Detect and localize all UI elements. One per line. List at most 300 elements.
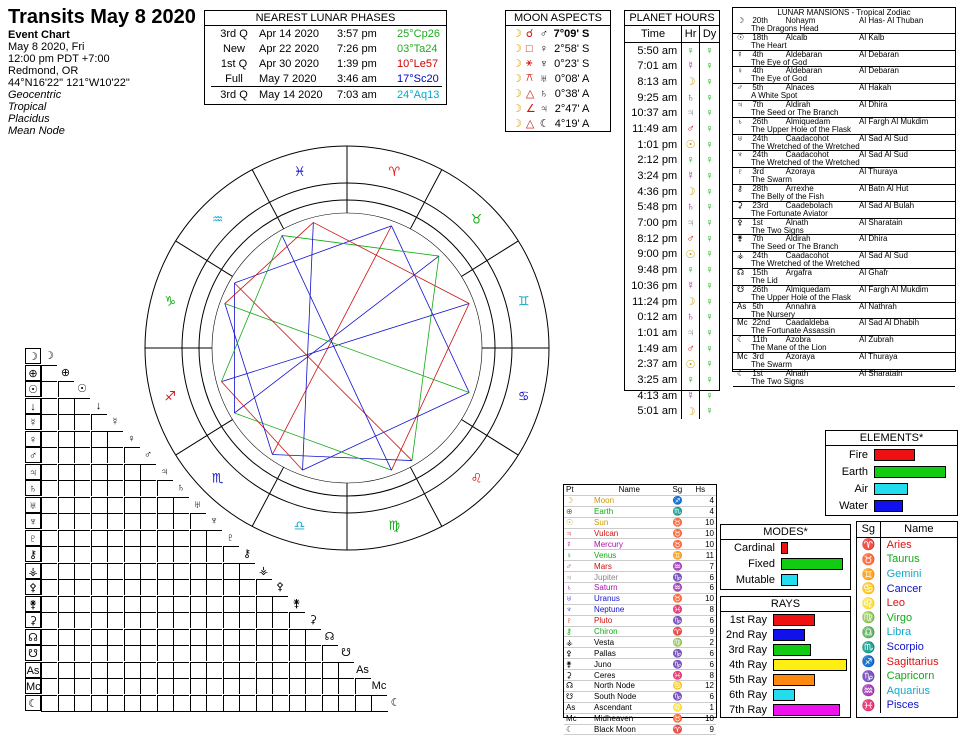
sign-glyph: ♈ <box>857 537 880 552</box>
sign-name: Libra <box>886 626 912 639</box>
aspect-grid-cell <box>41 695 57 711</box>
mansion-degree: 7th <box>752 99 764 109</box>
day-ruler-glyph: ♀ <box>700 121 719 137</box>
aspect-line <box>225 304 469 393</box>
aspect-grid-cell <box>206 629 222 645</box>
grid-diagonal-glyph: Mc <box>371 680 387 692</box>
grid-row-glyph: ♄ <box>25 480 41 496</box>
aspect-grid-cell <box>74 612 90 628</box>
aspect-grid-cell <box>206 563 222 579</box>
aspect-grid-cell <box>256 612 272 628</box>
planet-hour-row <box>625 105 719 121</box>
legend-point-glyph: ⊕ <box>564 506 588 517</box>
sign-row <box>857 581 957 596</box>
mansion-degree: 18th <box>752 32 768 42</box>
legend-house: 6 <box>693 691 716 702</box>
mansion-name: Aldebaran <box>785 49 823 59</box>
grid-row-glyph: ↓ <box>25 398 41 414</box>
mansion-name: Almiquedam <box>785 116 831 126</box>
house-cusp-line <box>252 467 283 526</box>
mansion-description: The Lid <box>751 275 778 285</box>
planet-legend-row <box>564 550 716 561</box>
planet-legend-row <box>564 659 716 670</box>
day-ruler-glyph: ♀ <box>700 105 719 121</box>
hour-ruler-glyph: ☉ <box>682 247 700 263</box>
aspect-grid-cell <box>124 662 140 678</box>
aspect-grid-cell <box>157 612 173 628</box>
aspect-grid-cell <box>289 662 305 678</box>
hour-time: 5:50 am <box>637 44 678 57</box>
aspect-grid-cell <box>58 695 74 711</box>
mansion-row <box>733 370 955 387</box>
planet-hour-row <box>625 137 719 153</box>
aspect-line <box>303 222 314 470</box>
sign-glyph: ♊ <box>857 567 880 582</box>
sign-glyph: ♏ <box>857 640 880 655</box>
aspect-grid-cell <box>305 662 321 678</box>
aspect-grid-cell <box>124 695 140 711</box>
sign-row <box>857 596 957 611</box>
aspect-grid-cell <box>91 480 107 496</box>
legend-house: 10 <box>693 713 716 724</box>
aspect-grid-cell <box>58 497 74 513</box>
aspect-grid-cell <box>124 513 140 529</box>
mansion-description: The Eye of God <box>751 74 808 84</box>
aspect-grid-cell <box>107 629 123 645</box>
mansion-arabic-name: Al Sad Al Sud <box>858 133 908 143</box>
aspect-grid-cell <box>58 414 74 430</box>
mansion-description: The Mane of the Lion <box>751 343 827 353</box>
aspect-grid-cell <box>322 678 338 694</box>
legend-sign-glyph: ♉ <box>670 528 693 539</box>
mansion-row <box>733 319 955 336</box>
aspect-grid-cell <box>124 546 140 562</box>
aspect-grid-cell <box>239 645 255 661</box>
sign-name: Aquarius <box>886 684 931 697</box>
aspect-grid-cell <box>58 398 74 414</box>
hour-time: 9:00 pm <box>637 248 678 261</box>
aspect-moon-glyph: ☽ <box>512 73 522 85</box>
aspect-grid-cell <box>173 563 189 579</box>
mansion-row <box>733 168 955 185</box>
mansion-point-glyph: ☾ <box>737 368 745 378</box>
legend-sign-glyph: ♓ <box>670 670 693 681</box>
hours-col-hr: Hr <box>682 26 700 42</box>
day-ruler-glyph: ♀ <box>700 231 719 247</box>
aspect-grid-cell <box>190 645 206 661</box>
planet-hour-row <box>625 294 719 310</box>
aspect-grid-cell <box>157 645 173 661</box>
planet-legend-row <box>564 561 716 572</box>
mansion-point-glyph: ⚶ <box>737 251 744 261</box>
planet-legend-row <box>564 670 716 681</box>
aspect-grid-cell <box>74 563 90 579</box>
mansion-description: The Seed or The Branch <box>751 107 839 117</box>
mansion-degree: 24th <box>752 133 768 143</box>
legend-col-pt: Pt <box>564 485 588 495</box>
phase-date: May 14 2020 <box>257 87 335 103</box>
legend-house: 6 <box>693 615 716 626</box>
aspect-moon-glyph: ☽ <box>512 43 522 55</box>
grid-diagonal-glyph: ☽ <box>44 350 54 362</box>
sign-row <box>857 684 957 699</box>
mansion-arabic-name: Al Kalb <box>858 32 885 42</box>
day-ruler-glyph: ♀ <box>700 58 719 74</box>
aspect-grid-cell <box>41 612 57 628</box>
house-cusp-line <box>410 170 441 229</box>
mansion-point-glyph: ☊ <box>737 267 745 277</box>
legend-point-glyph: ♀ <box>564 550 588 561</box>
planet-legend-table <box>564 485 716 735</box>
legend-point-name: North Node <box>588 681 670 692</box>
aspect-grid-cell <box>289 695 305 711</box>
mansion-description: The Swarm <box>751 359 792 369</box>
hour-ruler-glyph: ♂ <box>682 231 700 247</box>
legend-point-name: South Node <box>588 691 670 702</box>
sign-row <box>857 698 957 713</box>
aspect-grid-cell <box>272 695 288 711</box>
grid-diagonal-glyph: ☊ <box>324 630 335 643</box>
legend-point-glyph: ♃ <box>564 528 588 539</box>
hour-time: 11:49 am <box>632 122 678 135</box>
hour-time: 3:25 am <box>637 373 678 386</box>
aspect-grid-cell <box>140 645 156 661</box>
mansion-row <box>733 269 955 286</box>
aspect-grid-cell <box>107 695 123 711</box>
aspect-grid-cell <box>272 612 288 628</box>
element-label: Fire <box>849 448 868 461</box>
phase-date: May 7 2020 <box>259 72 317 85</box>
planet-hours-title: PLANET HOURS <box>625 11 719 26</box>
aspect-grid-cell <box>41 365 57 381</box>
legend-house: 10 <box>693 517 716 528</box>
aspect-grid-cell <box>338 662 354 678</box>
planet-legend-row <box>564 506 716 517</box>
aspect-grid-cell <box>223 695 239 711</box>
planet-hours-panel <box>624 10 720 418</box>
legend-point-glyph: ☉ <box>564 517 588 528</box>
sign-name: Taurus <box>886 553 920 566</box>
grid-diagonal-glyph: ⚵ <box>292 597 301 610</box>
legend-point-glyph: ♇ <box>564 615 588 626</box>
moon-aspect-row <box>510 56 591 71</box>
aspect-grid-cell <box>74 414 90 430</box>
mansion-row <box>733 101 955 118</box>
sign-glyph: ♐ <box>857 654 880 669</box>
aspect-grid-cell <box>206 579 222 595</box>
elements-title: ELEMENTS* <box>826 431 957 446</box>
element-label: Water <box>839 499 868 512</box>
aspect-grid-cell <box>107 563 123 579</box>
aspect-grid-cell <box>239 563 255 579</box>
element-bar <box>874 500 903 512</box>
planet-hour-row <box>625 184 719 200</box>
aspect-orb: 4°19' A <box>554 117 590 130</box>
mansion-row <box>733 151 955 168</box>
ray-bar <box>773 644 811 656</box>
phase-time: 7:03 am <box>335 87 395 103</box>
planet-hour-row <box>625 372 719 388</box>
aspect-grid-cell <box>256 678 272 694</box>
lunar-phases-table <box>211 26 442 102</box>
aspect-grid-cell <box>239 629 255 645</box>
mansion-arabic-name: Al Sad Al Sud <box>858 251 908 261</box>
mode-label: Fixed <box>748 558 775 570</box>
aspect-grid-cell <box>58 678 74 694</box>
aspect-grid-cell <box>272 662 288 678</box>
aspect-grid-cell <box>173 645 189 661</box>
mansion-point-glyph: ☋ <box>737 284 745 294</box>
legend-point-glyph: ♃ <box>564 572 588 583</box>
aspect-grid-cell <box>91 497 107 513</box>
aspect-grid-cell <box>239 695 255 711</box>
hour-ruler-glyph: ♀ <box>682 372 700 388</box>
hour-ruler-glyph: ♀ <box>682 42 700 58</box>
grid-row-glyph: ☋ <box>25 645 41 661</box>
aspect-line <box>412 256 439 461</box>
aspect-grid-cell <box>157 579 173 595</box>
grid-row-glyph: ☊ <box>25 629 41 645</box>
legend-house: 6 <box>693 659 716 670</box>
chart-header <box>8 6 196 137</box>
aspect-grid-cell <box>157 678 173 694</box>
aspect-grid-cell <box>124 612 140 628</box>
phase-name: Full <box>225 72 243 85</box>
legend-sign-glyph: ♑ <box>670 615 693 626</box>
element-row <box>826 446 957 463</box>
day-ruler-glyph: ♀ <box>700 309 719 325</box>
hour-ruler-glyph: ♀ <box>682 153 700 169</box>
mansion-description: The Seed or The Branch <box>751 242 839 252</box>
signs-col-sg: Sg <box>857 522 880 537</box>
aspect-line <box>234 256 439 413</box>
aspect-line <box>282 235 391 470</box>
legend-sign-glyph: ♉ <box>670 539 693 550</box>
aspect-grid-cell <box>124 497 140 513</box>
grid-diagonal-glyph: ⚴ <box>275 581 285 593</box>
day-ruler-glyph: ♀ <box>700 74 719 90</box>
aspect-grid-cell <box>91 546 107 562</box>
grid-diagonal-glyph: ☋ <box>341 647 351 659</box>
mansion-arabic-name: Al Sharatain <box>858 368 903 378</box>
planet-legend-row <box>564 528 716 539</box>
mansion-arabic-name: Al Sad Al Bulah <box>858 200 915 210</box>
ray-label: 4th Ray <box>729 658 767 671</box>
mansion-point-glyph: ♅ <box>737 133 743 143</box>
hour-time: 1:01 am <box>637 326 678 339</box>
legend-sign-glyph: ♑ <box>670 691 693 702</box>
aspect-grid-cell <box>289 629 305 645</box>
chart-time: 12:00 pm PDT +7:00 <box>8 53 110 65</box>
legend-sign-glyph: ♒ <box>670 583 693 594</box>
legend-point-glyph: ♄ <box>564 583 588 594</box>
aspect-grid-cell <box>41 497 57 513</box>
aspect-grid-cell <box>206 695 222 711</box>
mansion-point-glyph: ☾ <box>737 335 745 345</box>
aspect-grid-cell <box>272 596 288 612</box>
hour-time: 11:24 pm <box>632 295 678 308</box>
mansion-point-glyph: ☿ <box>737 49 743 59</box>
legend-point-glyph: ♂ <box>564 561 588 572</box>
chart-title: Transits May 8 2020 <box>8 6 196 28</box>
aspect-grid-cell <box>107 579 123 595</box>
legend-point-glyph: ⚴ <box>564 648 588 659</box>
lunar-mansions-panel <box>732 7 956 386</box>
ray-row <box>721 657 850 672</box>
aspect-line <box>225 222 314 303</box>
mode-bar <box>781 558 843 570</box>
sign-row <box>857 669 957 684</box>
mansion-description: The Swarm <box>751 175 792 185</box>
option-mean-node: Mean Node <box>8 125 65 137</box>
legend-point-name: Midheaven <box>588 713 670 724</box>
aspect-grid-cell <box>41 645 57 661</box>
legend-point-glyph: ☿ <box>564 539 588 550</box>
mansion-point-glyph: ♄ <box>737 116 743 126</box>
planet-legend-row <box>564 681 716 692</box>
sign-name: Scorpio <box>886 641 924 654</box>
elements-panel <box>825 430 958 516</box>
legend-point-glyph: ☊ <box>564 681 588 692</box>
aspect-grid-cell <box>41 398 57 414</box>
aspect-grid-cell <box>41 431 57 447</box>
aspect-grid-cell <box>124 480 140 496</box>
aspect-grid-cell <box>173 579 189 595</box>
ray-row <box>721 642 850 657</box>
sign-row <box>857 567 957 582</box>
grid-bottom-border <box>41 711 388 712</box>
legend-house: 10 <box>693 528 716 539</box>
hour-time: 1:49 am <box>637 342 678 355</box>
mansion-row <box>733 336 955 353</box>
aspect-grid-cell <box>140 662 156 678</box>
aspect-grid-cell <box>107 497 123 513</box>
ray-bar <box>773 629 805 641</box>
aspect-grid-cell <box>107 431 123 447</box>
mansion-arabic-name: Al Sad Al Sud <box>858 150 908 160</box>
aspect-grid-cell <box>140 629 156 645</box>
grid-row-glyph: ♅ <box>25 497 41 513</box>
sign-name: Virgo <box>886 611 913 624</box>
moon-aspects-title: MOON ASPECTS <box>506 11 610 26</box>
aspect-orb: 2°47' A <box>554 102 590 115</box>
mansion-row <box>733 303 955 320</box>
legend-house: 9 <box>693 626 716 637</box>
aspect-grid-cell <box>223 645 239 661</box>
aspect-grid-cell <box>322 662 338 678</box>
sign-name: Cancer <box>886 582 923 595</box>
legend-sign-glyph: ♋ <box>670 681 693 692</box>
hour-time: 8:13 am <box>637 75 678 88</box>
hour-ruler-glyph: ☽ <box>682 404 700 420</box>
legend-point-glyph: ♆ <box>564 604 588 615</box>
aspect-line <box>225 304 273 455</box>
aspect-grid-cell <box>41 579 57 595</box>
aspect-grid-cell <box>256 645 272 661</box>
mansion-name: Almiquedam <box>785 284 831 294</box>
legend-house: 10 <box>693 593 716 604</box>
phase-time: 1:39 pm <box>337 57 377 70</box>
planet-legend-row <box>564 572 716 583</box>
hour-time: 5:48 pm <box>637 201 678 214</box>
grid-row-glyph: ♆ <box>25 513 41 529</box>
mansion-name: Argafra <box>785 267 812 277</box>
legend-sign-glyph: ♑ <box>670 659 693 670</box>
aspect-grid-cell <box>239 678 255 694</box>
grid-row-glyph: ☉ <box>25 381 41 397</box>
aspect-grid-cell <box>107 480 123 496</box>
phase-time: 3:57 pm <box>337 27 377 40</box>
aspect-grid-cell <box>190 579 206 595</box>
ray-label: 6th Ray <box>729 688 767 701</box>
legend-point-glyph: ☽ <box>564 495 588 506</box>
aspect-type-glyph: ⚻ <box>525 72 534 84</box>
house-cusp-line <box>461 241 518 277</box>
mansion-degree: 24th <box>752 150 768 160</box>
aspect-type-glyph: △ <box>525 88 535 100</box>
aspect-grid-cell <box>124 447 140 463</box>
ray-row <box>721 702 850 717</box>
aspect-grid-cell <box>289 678 305 694</box>
day-ruler-glyph: ♀ <box>700 372 719 388</box>
aspect-grid-cell <box>74 480 90 496</box>
aspect-grid-cell <box>74 530 90 546</box>
grid-diagonal-glyph: ☾ <box>390 696 401 709</box>
legend-sign-glyph: ♑ <box>670 572 693 583</box>
planet-hour-row <box>625 341 719 357</box>
mansion-name: Azobra <box>785 335 812 345</box>
hour-time: 4:36 pm <box>637 185 678 198</box>
hours-col-dy: Dy <box>700 26 719 42</box>
aspect-grid-cell <box>223 563 239 579</box>
moon-aspects-table <box>510 26 591 131</box>
legend-house: 8 <box>693 670 716 681</box>
ray-row <box>721 672 850 687</box>
aspect-grid-cell <box>124 563 140 579</box>
aspect-grid-cell <box>58 579 74 595</box>
house-cusp-line <box>176 420 233 456</box>
aspect-grid-cell <box>140 579 156 595</box>
hour-time: 0:12 am <box>637 311 678 324</box>
day-ruler-glyph: ♀ <box>700 153 719 169</box>
aspect-grid-cell <box>223 662 239 678</box>
planet-legend-row <box>564 626 716 637</box>
grid-row-glyph: ⚴ <box>25 579 41 595</box>
aspect-grid-cell <box>305 629 321 645</box>
aspect-grid-cell <box>272 629 288 645</box>
ray-label: 7th Ray <box>729 703 767 716</box>
day-ruler-glyph: ♀ <box>700 404 719 420</box>
mode-label: Cardinal <box>734 542 775 554</box>
mansion-point-glyph: ♇ <box>737 167 743 177</box>
grid-row-glyph: ♇ <box>25 530 41 546</box>
moon-aspect-row <box>510 86 591 101</box>
planet-legend-row <box>564 517 716 528</box>
day-ruler-glyph: ♀ <box>700 137 719 153</box>
zodiac-sign-glyph: ♒ <box>211 212 224 228</box>
legend-house: 12 <box>693 681 716 692</box>
aspect-grid-cell <box>74 431 90 447</box>
mansion-row <box>733 135 955 152</box>
planet-legend-row <box>564 637 716 648</box>
mansion-name: Arrexhe <box>785 183 814 193</box>
zodiac-sign-glyph: ♎ <box>293 518 306 534</box>
phase-date: Apr 30 2020 <box>259 57 319 70</box>
mansion-point-glyph: ⚷ <box>737 183 743 193</box>
aspect-line <box>391 226 469 393</box>
legend-sign-glyph: ♏ <box>670 506 693 517</box>
mansion-row <box>733 185 955 202</box>
